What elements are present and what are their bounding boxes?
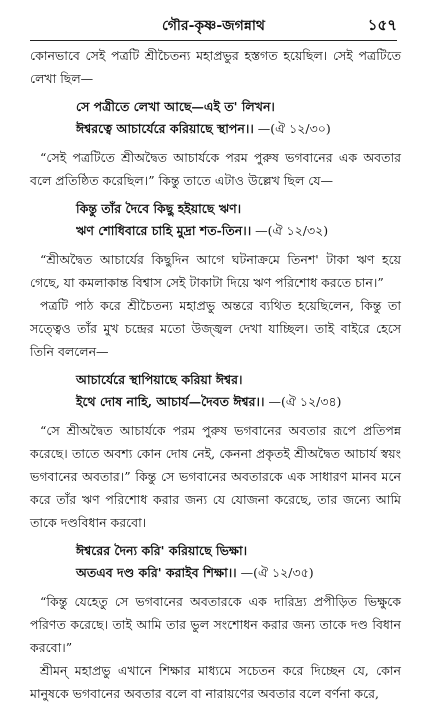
verse-reference: —(ঐ ১২/৩২) xyxy=(251,223,329,238)
verse-line: অতএব দণ্ড করি' করাইব শিক্ষা।। —(ঐ ১২/৩৫) xyxy=(76,565,314,580)
verse-line: ঈশ্বরত্বে আচার্যেরে করিয়াছে স্থাপন।। —(ঐ ১২/৩০) xyxy=(76,121,331,136)
verse-line: কিন্তু তাঁর দৈবে কিছু হইয়াছে ঋণ। xyxy=(76,201,242,216)
verse-reference: —(ঐ ১২/৩৫) xyxy=(236,565,314,580)
verse-line: আচার্যেরে স্থাপিয়াছে করিয়া ঈশ্বর। xyxy=(76,372,243,387)
paragraph: কোনভাবে সেই পত্রটি শ্রীচৈতন্য মহাপ্রভুর হস্তগত হয়েছিল। সেই পত্রটিতে লেখা ছিল— xyxy=(30,48,401,86)
paragraph: পত্রটি পাঠ করে শ্রীচৈতন্য মহাপ্রভু অন্তরে ব্যথিত হয়েছিলেন, কিন্তু তা সত্ত্বেও তাঁর মুখ চন্দ্রের মতো উজ্জ্বল দেখা যাচ্ছিল। তাই বাইরে হেসে তিনি বললেন— xyxy=(30,298,401,359)
verse-reference: —(ঐ ১২/৩৪) xyxy=(264,394,342,409)
verse-block xyxy=(76,96,401,140)
header-rule xyxy=(30,40,397,41)
verse-line: ঋণ শোধিবারে চাহি মুদ্রা শত-তিন।। —(ঐ ১২/৩২) xyxy=(76,223,329,238)
verse-line: সে পত্রীতে লেখা আছে—এই ত' লিখন। xyxy=(76,99,275,114)
page-body xyxy=(30,44,401,705)
verse-line: ঈশ্বরের দৈন্য করি' করিয়াছে ভিক্ষা। xyxy=(76,543,248,558)
verse-reference: —(ঐ ১২/৩০) xyxy=(253,121,331,136)
paragraph: “কিন্তু যেহেতু সে ভগবানের অবতারকে এক দারিদ্র্য প্রপীড়িত ভিক্ষুকে পরিণত করেছে। তাই আমি তার ভুল সংশোধন করার জন্য তাকে দণ্ড বিধান করবো।” xyxy=(30,594,401,655)
page-number: ১৫৭ xyxy=(367,16,397,34)
verse-line: ইথে দোষ নাহি, আচার্য—দৈবত ঈশ্বর।। —(ঐ ১২/৩৪) xyxy=(76,394,342,409)
paragraph: শ্রীমন্ মহাপ্রভু এখানে শিক্ষার মাধ্যমে সচেতন করে দিচ্ছেন যে, কোন মানুষকে ভগবানের অবতার বলে বা নারায়ণের অবতার বলে বর্ণনা করে, xyxy=(30,663,401,701)
running-title: গৌর-কৃষ্ণ-জগন্নাথ xyxy=(162,18,265,34)
verse-block xyxy=(76,198,401,242)
verse-block xyxy=(76,540,401,584)
paragraph: “শ্রীঅদ্বৈত আচার্যের কিছুদিন আগে ঘটনাক্রমে তিনশ' টাকা ঋণ হয়ে গেছে, যা কমলাকান্ত বিশ্বাস সেই টাকাটা দিয়ে ঋণ পরিশোধ করতে চান।” xyxy=(30,252,401,290)
running-header xyxy=(30,14,397,36)
paragraph: “সেই পত্রটিতে শ্রীঅদ্বৈত আচার্যকে পরম পুরুষ ভগবানের এক অবতার বলে প্রতিষ্ঠিত করেছিল।” কিন্তু তাতে এটাও উল্লেখ ছিল যে— xyxy=(30,150,401,188)
paragraph: “সে শ্রীঅদ্বৈত আচার্যকে পরম পুরুষ ভগবানের অবতার রূপে প্রতিপন্ন করেছে। তাতে অবশ্য কোন দোষ নেই, কেননা প্রকৃতই শ্রীঅদ্বৈত আচার্য স্বয়ং ভগবানের অবতার।” কিন্তু সে ভগবানের অবতারকে এক সাধারণ মানব মনে করে তাঁর ঋণ পরিশোধ করার জন্য যে যোজনা করেছে, তার জন্যে আমি তাকে দণ্ডবিধান করবো। xyxy=(30,423,401,530)
verse-block xyxy=(76,369,401,413)
